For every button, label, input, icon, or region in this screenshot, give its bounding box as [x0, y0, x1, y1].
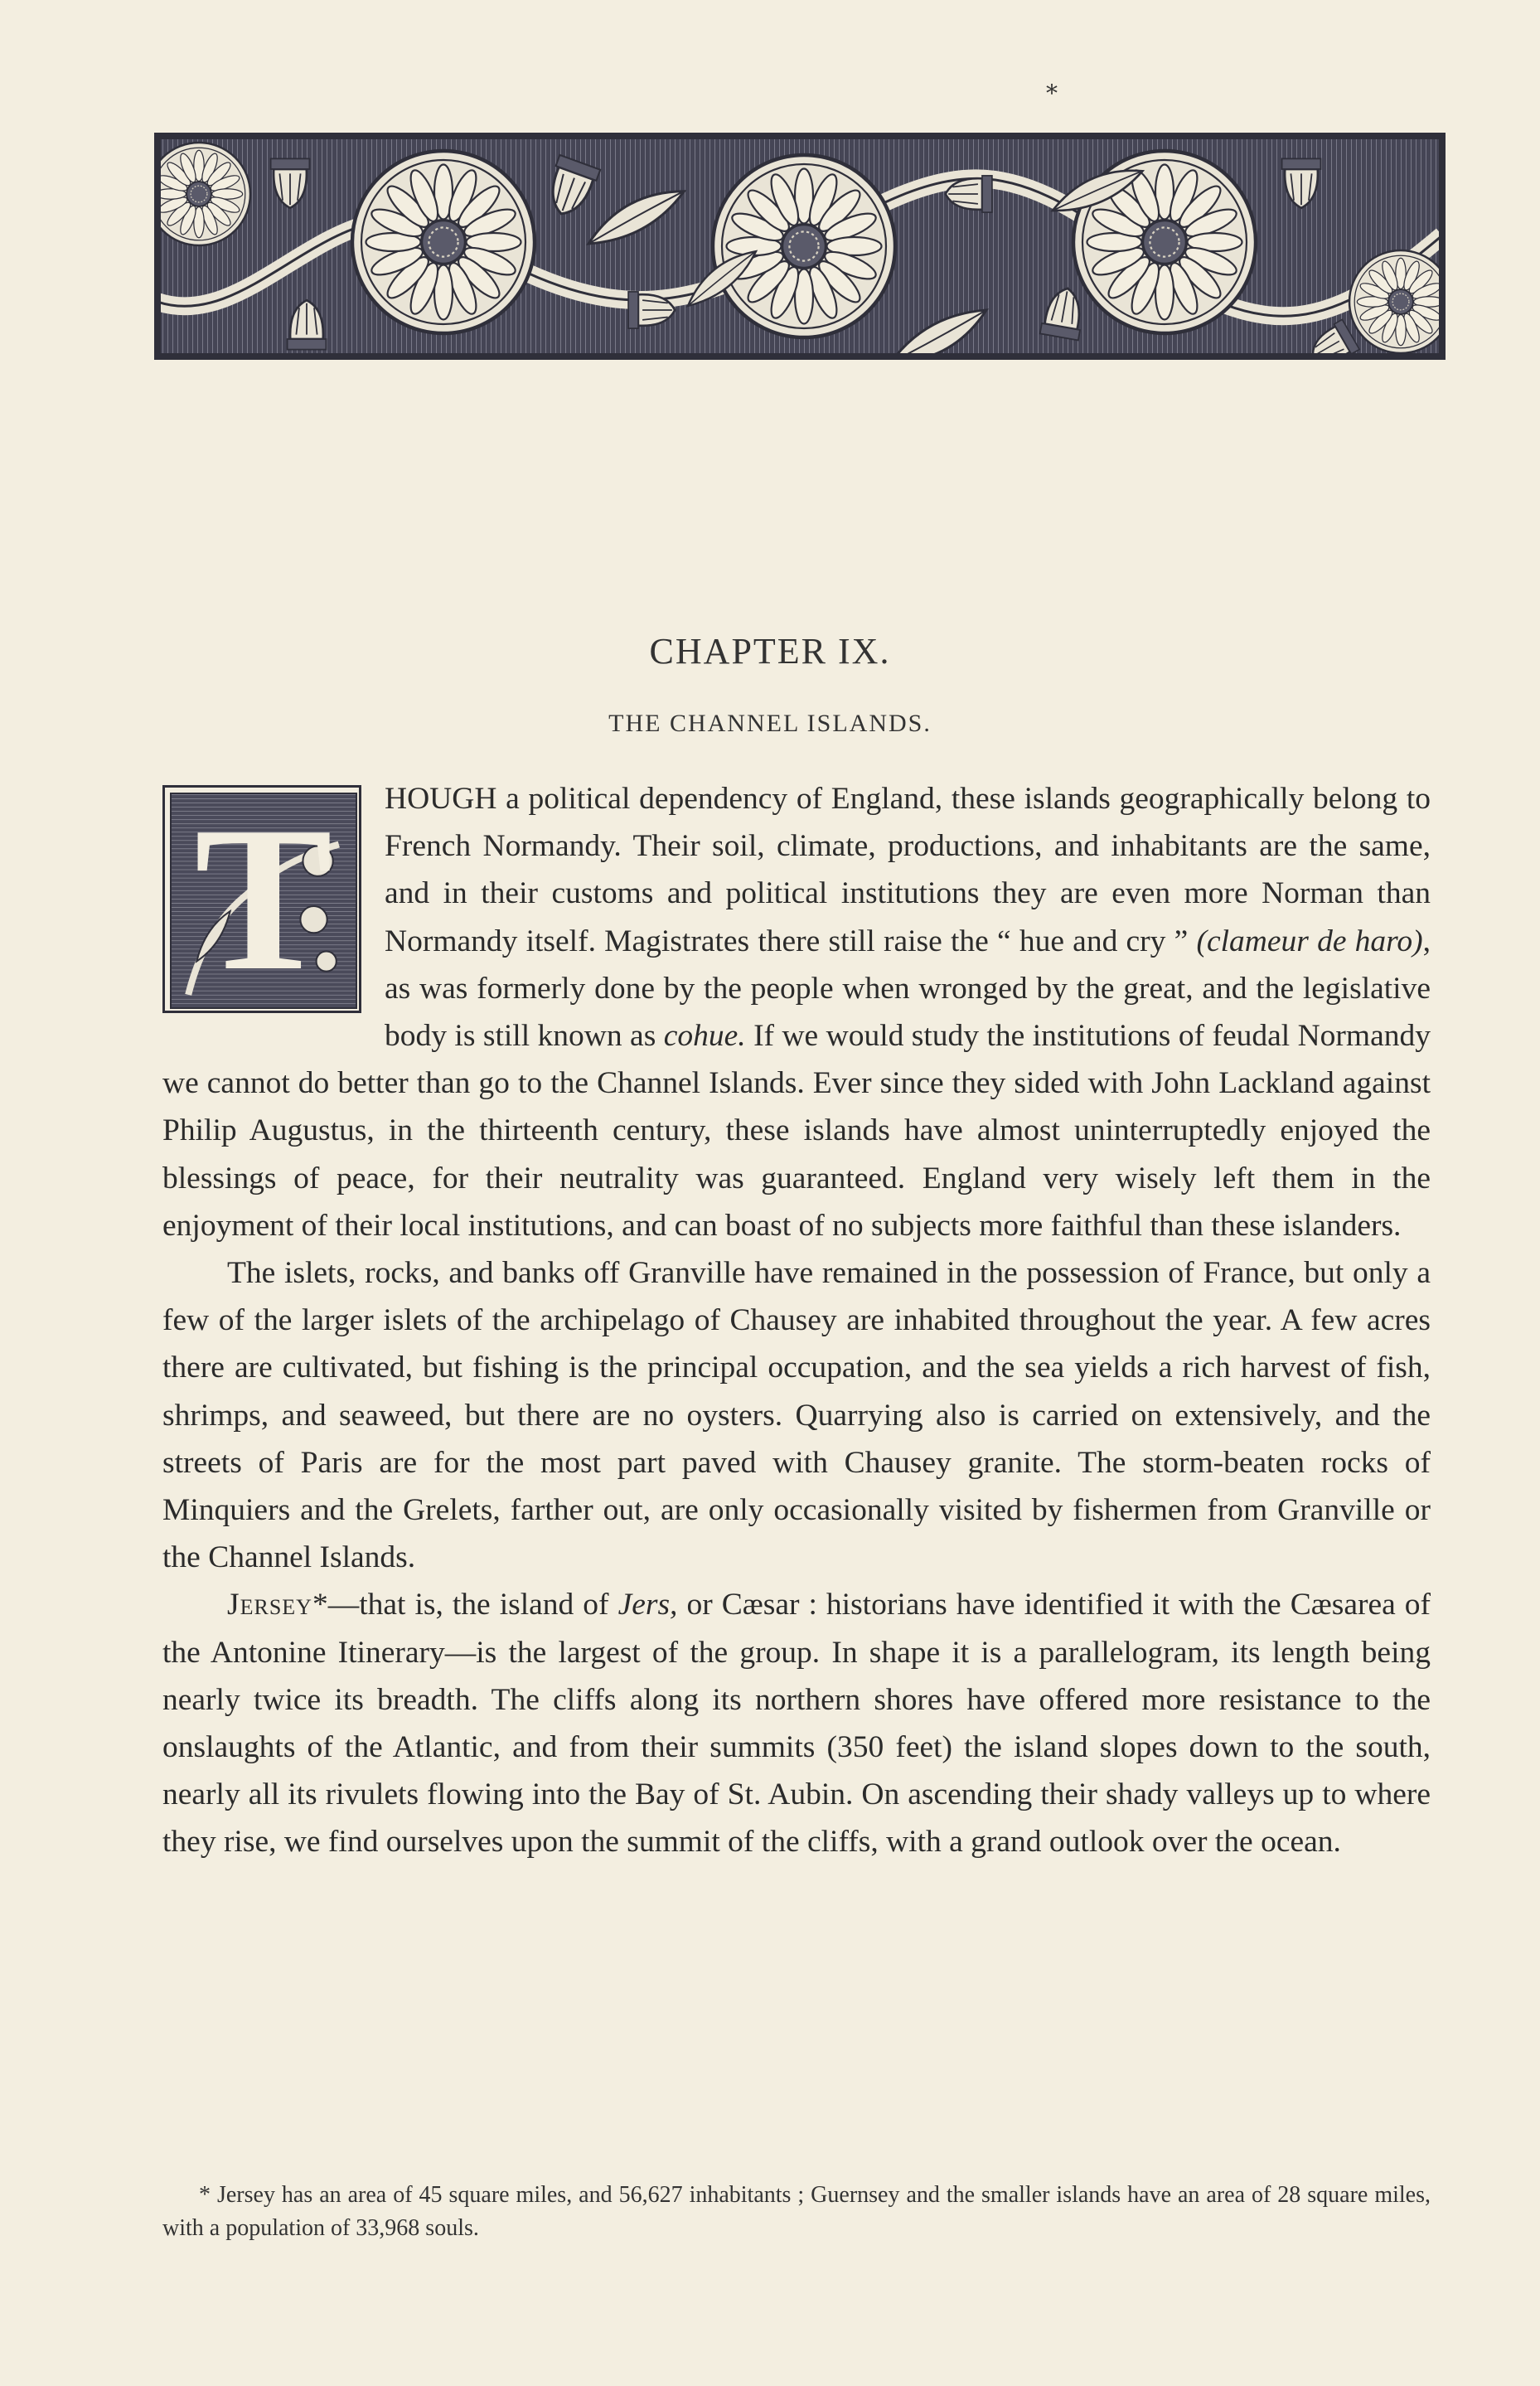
- paragraph-1-text-c: , as was formerly done by the people when wronged by the great, and the legislative body is still known as: [385, 924, 1431, 1054]
- paragraph-3-text-d: or Cæsar : historians have identified it with the Cæsarea of the Antonine Itinerary—is the largest of the group. In shape it is a parallelogram, its length being nearly twice its breadth. The cliffs along its northern shores have offered more resistance to the onslaughts of the Atlantic, and from their summits (350 feet) the island slopes down to the south, nearly all its rivulets flowing into the Bay of St. Aubin. On ascending their shady valleys up to where they rise, we find ourselves upon the summit of the cliffs, with a grand outlook over the ocean.: [162, 1588, 1431, 1860]
- paragraph-1: [162, 775, 1431, 1249]
- paragraph-1-text-a: HOUGH a political dependency of England, these islands geographically belong to French Normandy. Their soil, climate, productions, and inhabitants are the same, and in their customs and political institutions they are even more Norman than Normandy itself. Magistrates there still raise the “ hue and cry ”: [385, 782, 1431, 958]
- chapter-title: CHAPTER IX.: [649, 631, 891, 672]
- paragraph-3: [162, 1581, 1431, 1865]
- paragraph-3-jersey: Jersey: [227, 1588, 312, 1622]
- paragraph-3-text-b: *—that is, the island of: [312, 1588, 618, 1622]
- signature-mark: *: [1046, 80, 1058, 107]
- chapter-body: [162, 775, 1431, 1866]
- drop-cap: [162, 785, 361, 1013]
- paragraph-1-italic-cohue: cohue.: [663, 1019, 746, 1054]
- paragraph-2: The islets, rocks, and banks off Granville have remained in the possession of France, but only a few of the larger islets of the archipelago of Chausey are inhabited throughout the year. A few acres there are cultivated, but fishing is the principal occupation, and the sea yields a rich harvest of fish, shrimps, and seaweed, but there are no oysters. Quarrying also is carried on extensively, and the streets of Paris are for the most part paved with Chausey granite. The storm-beaten rocks of Minquiers and the Grelets, farther out, are only occasionally visited by fishermen from Granville or the Channel Islands.: [162, 1256, 1431, 1575]
- paragraph-1-text-e: If we would study the institutions of feudal Normandy we cannot do better than go to the Channel Islands. Ever since they sided with John Lackland against Philip Augustus, in the thirteenth century, these islands have almost uninterruptedly enjoyed the blessings of peace, for their neutrality was guaranteed. England very wisely left them in the enjoyment of their local institutions, and can boast of no subjects more faithful than these islanders.: [162, 1019, 1431, 1243]
- footnote: [162, 2179, 1431, 2245]
- decorative-headpiece: [154, 133, 1446, 360]
- footnote-text: * Jersey has an area of 45 square miles, and 56,627 inhabitants ; Guernsey and the smaller islands have an area of 28 square miles, with a population of 33,968 souls.: [162, 2182, 1431, 2241]
- paragraph-1-italic-clameur: (clameur de haro): [1196, 924, 1423, 958]
- drop-cap-frame: [170, 793, 357, 1009]
- drop-cap-letter: T: [194, 793, 333, 1009]
- paragraph-3-italic-jers: Jers,: [617, 1588, 678, 1622]
- floral-ornament-icon: [157, 136, 1442, 356]
- chapter-subtitle: THE CHANNEL ISLANDS.: [608, 710, 932, 737]
